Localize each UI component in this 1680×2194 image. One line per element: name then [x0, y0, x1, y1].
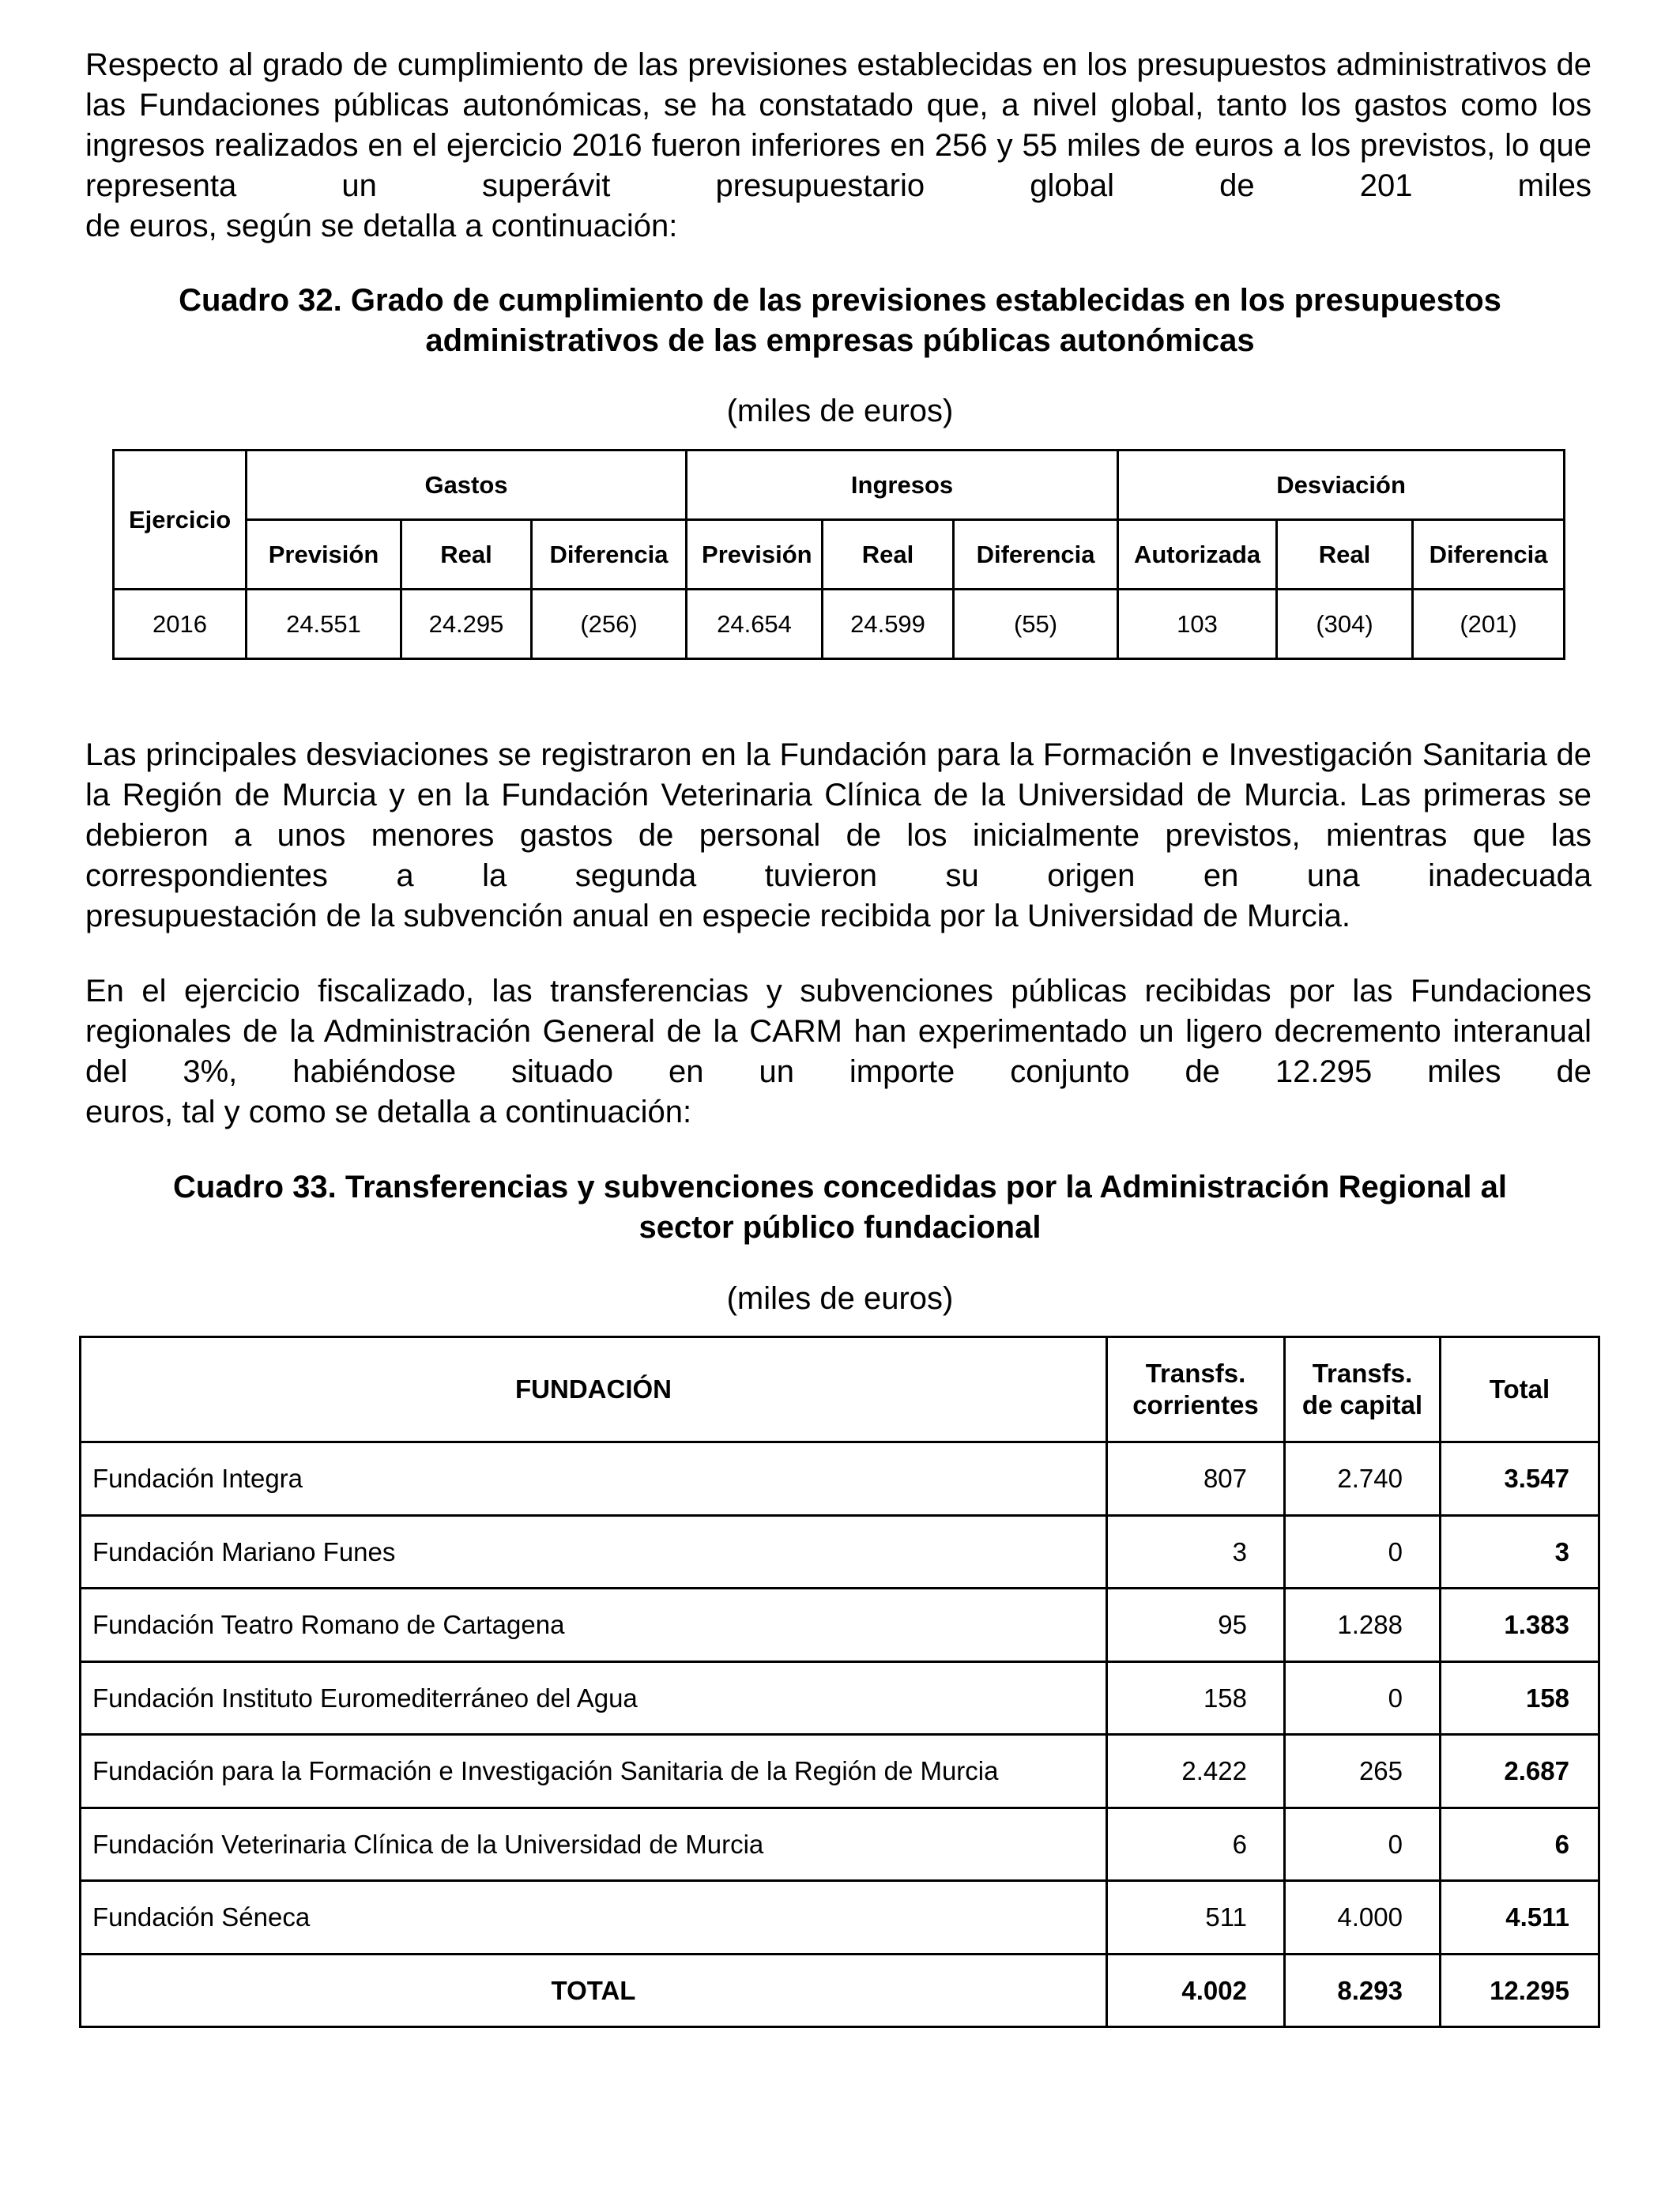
caption-line: administrativos de las empresas públicas autonómicas: [425, 323, 1255, 358]
cuadro32-units: (miles de euros): [726, 394, 954, 428]
cell-ingresos-prevision: 24.654: [687, 590, 823, 659]
cell-capital: 265: [1285, 1735, 1441, 1808]
table-row: [81, 1442, 1599, 1516]
cell-fundacion: Fundación Séneca: [81, 1881, 1107, 1955]
cell-total-corrientes: 4.002: [1107, 1955, 1285, 2027]
header-desviacion-autorizada: Autorizada: [1118, 520, 1277, 590]
cell-total-total: 12.295: [1441, 1955, 1599, 2027]
cell-total-capital: 8.293: [1285, 1955, 1441, 2027]
cell-desviacion-diferencia: (201): [1413, 590, 1565, 659]
paragraph-line: de euros, según se detalla a continuación:: [85, 209, 678, 243]
cell-fundacion: Fundación Teatro Romano de Cartagena: [81, 1589, 1107, 1662]
paragraph-line: Murcia. Las primeras se debieron a unos menores gastos de personal de los inicialmente: [85, 778, 1592, 853]
cell-total: 2.687: [1441, 1735, 1599, 1808]
cell-fundacion: Fundación Integra: [81, 1442, 1107, 1516]
cell-ingresos-real: 24.599: [823, 590, 954, 659]
table-row: [114, 590, 1565, 659]
header-gastos: Gastos: [247, 450, 687, 520]
header-ingresos-real: Real: [823, 520, 954, 590]
cuadro33-caption: [79, 1167, 1601, 1248]
cell-corrientes: 95: [1107, 1589, 1285, 1662]
header-gastos-diferencia: Diferencia: [532, 520, 687, 590]
cuadro32-table: [112, 449, 1565, 660]
header-line: de capital: [1301, 1390, 1423, 1419]
cell-gastos-diferencia: (256): [532, 590, 687, 659]
table-row: [81, 1735, 1599, 1808]
cell-total: 4.511: [1441, 1881, 1599, 1955]
header-gastos-real: Real: [401, 520, 532, 590]
cell-gastos-prevision: 24.551: [247, 590, 401, 659]
header-total: Total: [1441, 1337, 1599, 1442]
header-line: Transfs.: [1312, 1359, 1413, 1388]
caption-line: sector público fundacional: [638, 1210, 1042, 1245]
cell-desviacion-autorizada: 103: [1118, 590, 1277, 659]
paragraph-line: Las principales desviaciones se registraron en la Fundación para la Formación e Investigación: [85, 737, 1414, 772]
cell-capital: 0: [1285, 1808, 1441, 1881]
cell-total: 3.547: [1441, 1442, 1599, 1516]
table-row: [81, 1881, 1599, 1955]
cuadro32-caption: [79, 281, 1601, 361]
cell-total-label: TOTAL: [81, 1955, 1107, 2027]
cell-total: 6: [1441, 1808, 1599, 1881]
cell-fundacion: Fundación para la Formación e Investigación Sanitaria de la Región de Murcia: [81, 1735, 1107, 1808]
header-fundacion: FUNDACIÓN: [81, 1337, 1107, 1442]
intro-paragraph: [85, 45, 1591, 247]
header-desviacion-real: Real: [1277, 520, 1413, 590]
cell-corrientes: 2.422: [1107, 1735, 1285, 1808]
paragraph-line: previstos, mientras que las correspondientes a la segunda tuvieron su origen en una inadecuada: [85, 818, 1591, 893]
cell-fundacion: Fundación Instituto Euromediterráneo del Agua: [81, 1662, 1107, 1735]
header-desviacion: Desviación: [1118, 450, 1565, 520]
header-ingresos: Ingresos: [687, 450, 1118, 520]
total-row: [81, 1955, 1599, 2027]
cell-ejercicio: 2016: [114, 590, 247, 659]
cell-total: 3: [1441, 1516, 1599, 1589]
cell-capital: 1.288: [1285, 1589, 1441, 1662]
cell-corrientes: 158: [1107, 1662, 1285, 1735]
header-transfs-capital: [1285, 1337, 1441, 1442]
desviaciones-paragraph: [85, 735, 1591, 937]
cell-capital: 4.000: [1285, 1881, 1441, 1955]
header-ejercicio: Ejercicio: [114, 450, 247, 590]
paragraph-line: euros, tal y como se detalla a continuación:: [85, 1095, 692, 1129]
header-gastos-prevision: Previsión: [247, 520, 401, 590]
table-row: [81, 1589, 1599, 1662]
cell-capital: 0: [1285, 1662, 1441, 1735]
cell-capital: 2.740: [1285, 1442, 1441, 1516]
header-ingresos-prevision: Previsión: [687, 520, 823, 590]
cell-fundacion: Fundación Veterinaria Clínica de la Universidad de Murcia: [81, 1808, 1107, 1881]
cell-total: 1.383: [1441, 1589, 1599, 1662]
caption-line: Cuadro 32. Grado de cumplimiento de las previsiones establecidas en los presupuestos: [179, 283, 1501, 318]
cell-ingresos-diferencia: (55): [954, 590, 1118, 659]
paragraph-line: Sanitaria de la Región de Murcia y en la Fundación Veterinaria Clínica de la Universidad de: [85, 737, 1592, 812]
header-ingresos-diferencia: Diferencia: [954, 520, 1118, 590]
table-row: [81, 1808, 1599, 1881]
paragraph-line: Fundaciones regionales de la Administración General de la CARM han experimentado un ligero: [85, 974, 1591, 1049]
paragraph-line: decremento interanual del 3%, habiéndose situado en un importe conjunto de 12.295 miles de: [85, 1014, 1591, 1089]
table-row: [81, 1516, 1599, 1589]
caption-line: Cuadro 33. Transferencias y subvenciones concedidas por la Administración Regional al: [173, 1170, 1507, 1204]
cell-desviacion-real: (304): [1277, 590, 1413, 659]
paragraph-line: miles de euros a los previstos, lo que representa un superávit presupuestario global de 201 miles: [85, 128, 1591, 203]
paragraph-line: presupuestación de la subvención anual en especie recibida por la Universidad de Murcia.: [85, 899, 1350, 933]
paragraph-line: Respecto al grado de cumplimiento de las previsiones establecidas en los presupuestos: [85, 47, 1327, 82]
paragraph-line: administrativos de las Fundaciones públicas autonómicas, se ha constatado que, a nivel global,: [85, 47, 1591, 123]
paragraph-line: En el ejercicio fiscalizado, las transferencias y subvenciones públicas recibidas por las: [85, 974, 1393, 1008]
cell-corrientes: 3: [1107, 1516, 1285, 1589]
transferencias-paragraph: [85, 971, 1591, 1133]
header-desviacion-diferencia: Diferencia: [1413, 520, 1565, 590]
table-row: [81, 1662, 1599, 1735]
cuadro33-units: (miles de euros): [726, 1281, 954, 1316]
header-transfs-corrientes: [1107, 1337, 1285, 1442]
header-line: corrientes: [1132, 1390, 1259, 1419]
cell-fundacion: Fundación Mariano Funes: [81, 1516, 1107, 1589]
cell-corrientes: 6: [1107, 1808, 1285, 1881]
cuadro33-table: [79, 1336, 1600, 2028]
cell-corrientes: 511: [1107, 1881, 1285, 1955]
cell-capital: 0: [1285, 1516, 1441, 1589]
header-line: Transfs.: [1145, 1359, 1246, 1388]
cell-corrientes: 807: [1107, 1442, 1285, 1516]
paragraph-line: tanto los gastos como los ingresos realizados en el ejercicio 2016 fueron inferiores en 256 y 55: [85, 88, 1591, 163]
cell-total: 158: [1441, 1662, 1599, 1735]
cell-gastos-real: 24.295: [401, 590, 532, 659]
